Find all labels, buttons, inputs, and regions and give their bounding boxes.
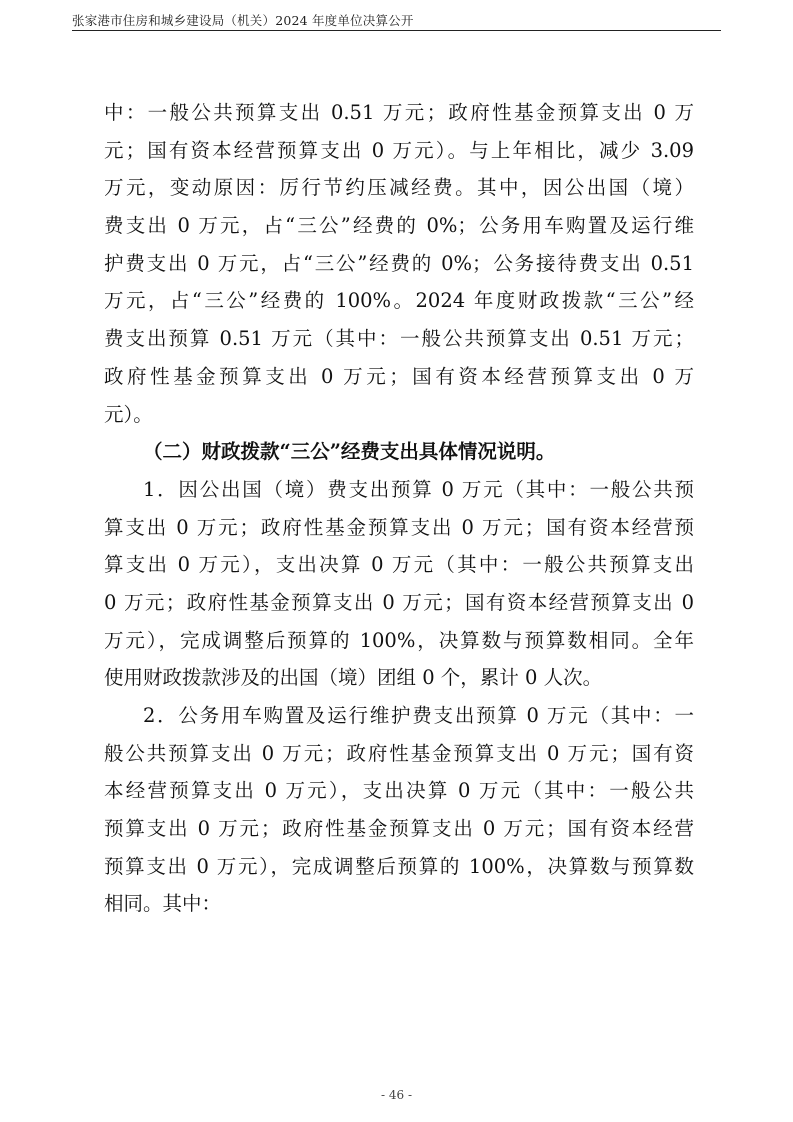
paragraph-line: 元；国有资本经营预算支出 0 万元）。与上年相比，减少 3.09 [104, 138, 694, 162]
paragraph-line: 费支出 0 万元，占“三公”经费的 0%；公务用车购置及运行维 [104, 214, 694, 238]
paragraph-line: 1．因公出国（境）费支出预算 0 万元（其中：一般公共预 [143, 477, 694, 501]
paragraph-line: 0 万元；政府性基金预算支出 0 万元；国有资本经营预算支出 0 [104, 590, 694, 614]
header-title: 张家港市住房和城乡建设局（机关）2024 年度单位决算公开 [72, 13, 414, 28]
page-header [72, 10, 721, 31]
paragraph-line: 中：一般公共预算支出 0.51 万元；政府性基金预算支出 0 万 [104, 101, 694, 124]
paragraph-line: 相同。其中： [104, 892, 222, 916]
paragraph-line: 护费支出 0 万元，占“三公”经费的 0%；公务接待费支出 0.51 [104, 251, 694, 275]
paragraph-line: 政府性基金预算支出 0 万元；国有资本经营预算支出 0 万 [104, 364, 694, 388]
paragraph-line: 2．公务用车购置及运行维护费支出预算 0 万元（其中：一 [143, 704, 694, 727]
paragraph-line: 算支出 0 万元），支出决算 0 万元（其中：一般公共预算支出 [104, 553, 694, 577]
paragraph-line: 算支出 0 万元；政府性基金预算支出 0 万元；国有资本经营预 [104, 515, 694, 539]
paragraph-line: 万元，占“三公”经费的 100%。2024 年度财政拨款“三公”经 [104, 289, 694, 313]
paragraph-line: 元）。 [104, 402, 153, 426]
paragraph-line: 万元，变动原因：厉行节约压减经费。其中，因公出国（境） [104, 176, 694, 200]
paragraph-line: 使用财政拨款涉及的出国（境）团组 0 个，累计 0 人次。 [104, 666, 603, 690]
paragraph-line: 预算支出 0 万元），完成调整后预算的 100%，决算数与预算数 [104, 854, 694, 878]
page-number: - 46 - [380, 1088, 412, 1102]
paragraph-line: 万元），完成调整后预算的 100%，决算数与预算数相同。全年 [104, 628, 694, 652]
section-heading: （二）财政拨款“三公”经费支出具体情况说明。 [143, 440, 556, 464]
paragraph-line: 费支出预算 0.51 万元（其中：一般公共预算支出 0.51 万元； [104, 327, 694, 351]
paragraph-line: 般公共预算支出 0 万元；政府性基金预算支出 0 万元；国有资 [104, 741, 694, 765]
paragraph-line: 预算支出 0 万元；政府性基金预算支出 0 万元；国有资本经营 [104, 817, 694, 841]
document-body [104, 94, 694, 923]
paragraph-line: 本经营预算支出 0 万元），支出决算 0 万元（其中：一般公共 [104, 779, 694, 803]
